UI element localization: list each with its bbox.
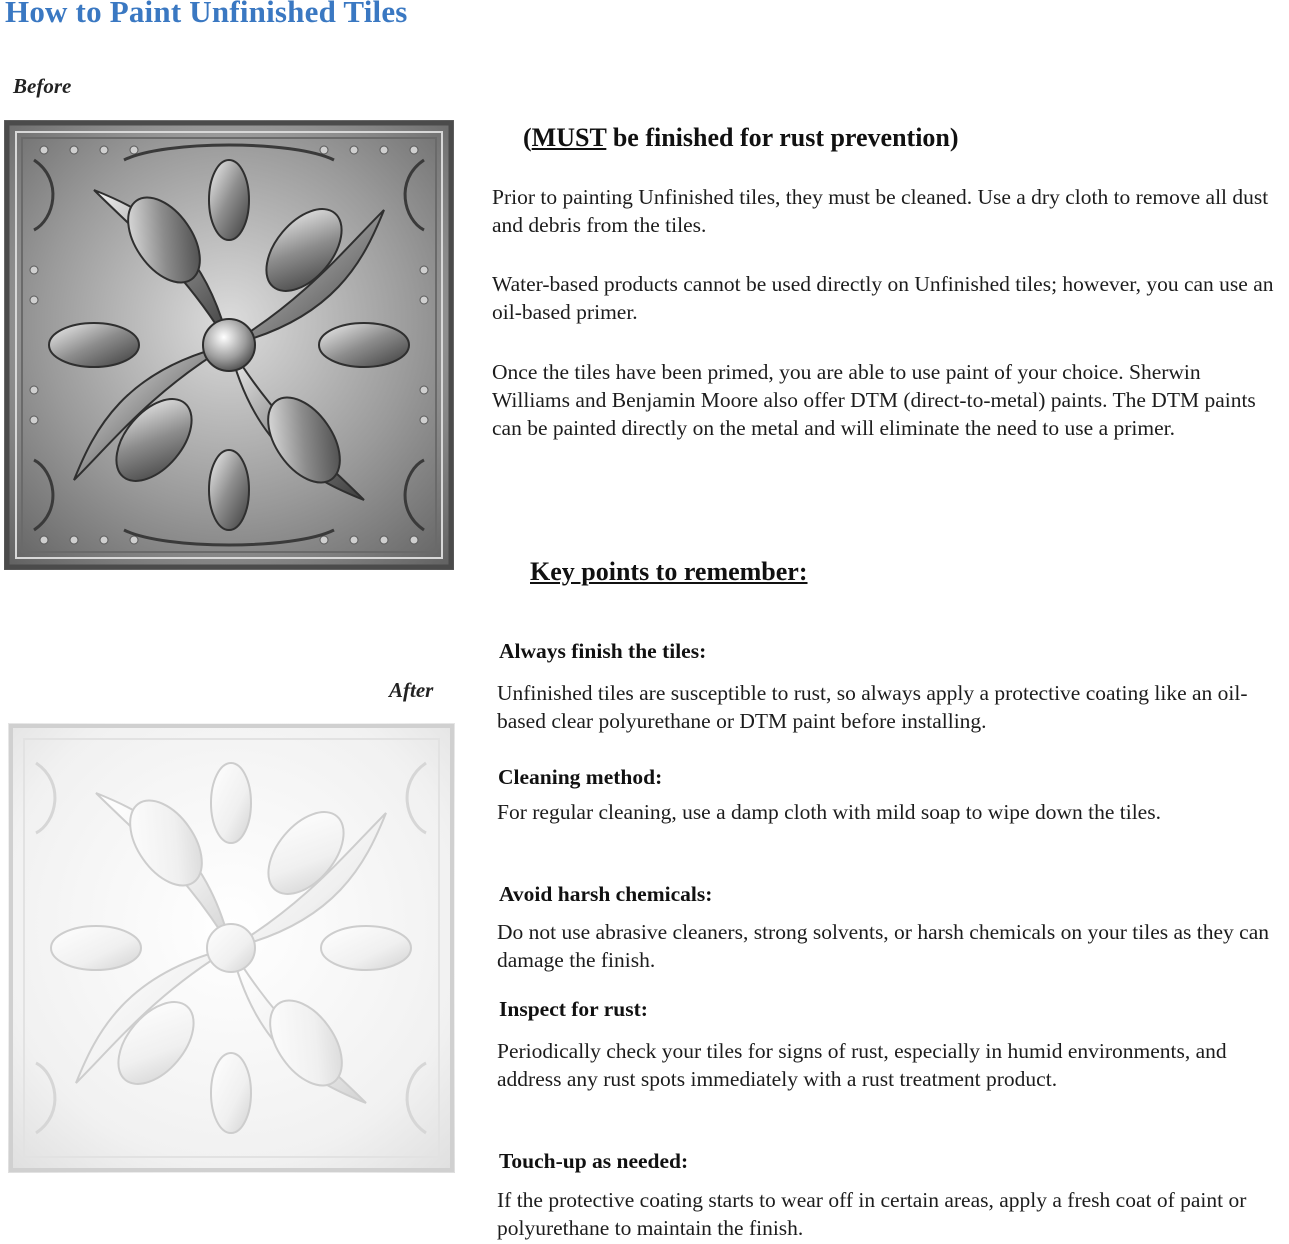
page-title: How to Paint Unfinished Tiles	[5, 0, 408, 29]
after-caption: After	[389, 678, 434, 702]
after-tile-image	[8, 723, 455, 1173]
key-point-title: Always finish the tiles:	[499, 639, 707, 663]
key-point-title: Avoid harsh chemicals:	[499, 882, 713, 906]
intro-paragraph-3: Once the tiles have been primed, you are able to use paint of your choice. Sherwin Williams and Benjamin Moore also offer DTM (direct-to-metal) paints. The DTM paints can be painted directly on the metal and will eliminate the need to use a primer.	[492, 360, 1256, 440]
intro-paragraph-2: Water-based products cannot be used directly on Unfinished tiles; however, you can use an oil-based primer.	[492, 272, 1274, 324]
key-point-body: For regular cleaning, use a damp cloth with mild soap to wipe down the tiles.	[497, 800, 1161, 824]
key-point-title: Cleaning method:	[498, 765, 663, 789]
key-point-body: Unfinished tiles are susceptible to rust, so always apply a protective coating like an oil-based clear polyurethane or DTM paint before installing.	[497, 681, 1248, 733]
key-point-title: Inspect for rust:	[499, 997, 648, 1021]
key-point-body: Periodically check your tiles for signs of rust, especially in humid environments, and address any rust spots immediately with a rust treatment product.	[497, 1039, 1227, 1091]
must-heading: (MUST be finished for rust prevention)	[523, 123, 959, 152]
intro-paragraph-1: Prior to painting Unfinished tiles, they must be cleaned. Use a dry cloth to remove all dust and debris from the tiles.	[492, 185, 1269, 237]
before-tile-image	[4, 120, 454, 570]
key-point-title: Touch-up as needed:	[499, 1149, 689, 1173]
key-point-body: Do not use abrasive cleaners, strong solvents, or harsh chemicals on your tiles as they can damage the finish.	[497, 920, 1269, 972]
before-caption: Before	[13, 74, 72, 98]
key-points-heading: Key points to remember:	[530, 557, 808, 586]
key-point-body: If the protective coating starts to wear off in certain areas, apply a fresh coat of paint or polyurethane to maintain the finish.	[497, 1188, 1247, 1240]
